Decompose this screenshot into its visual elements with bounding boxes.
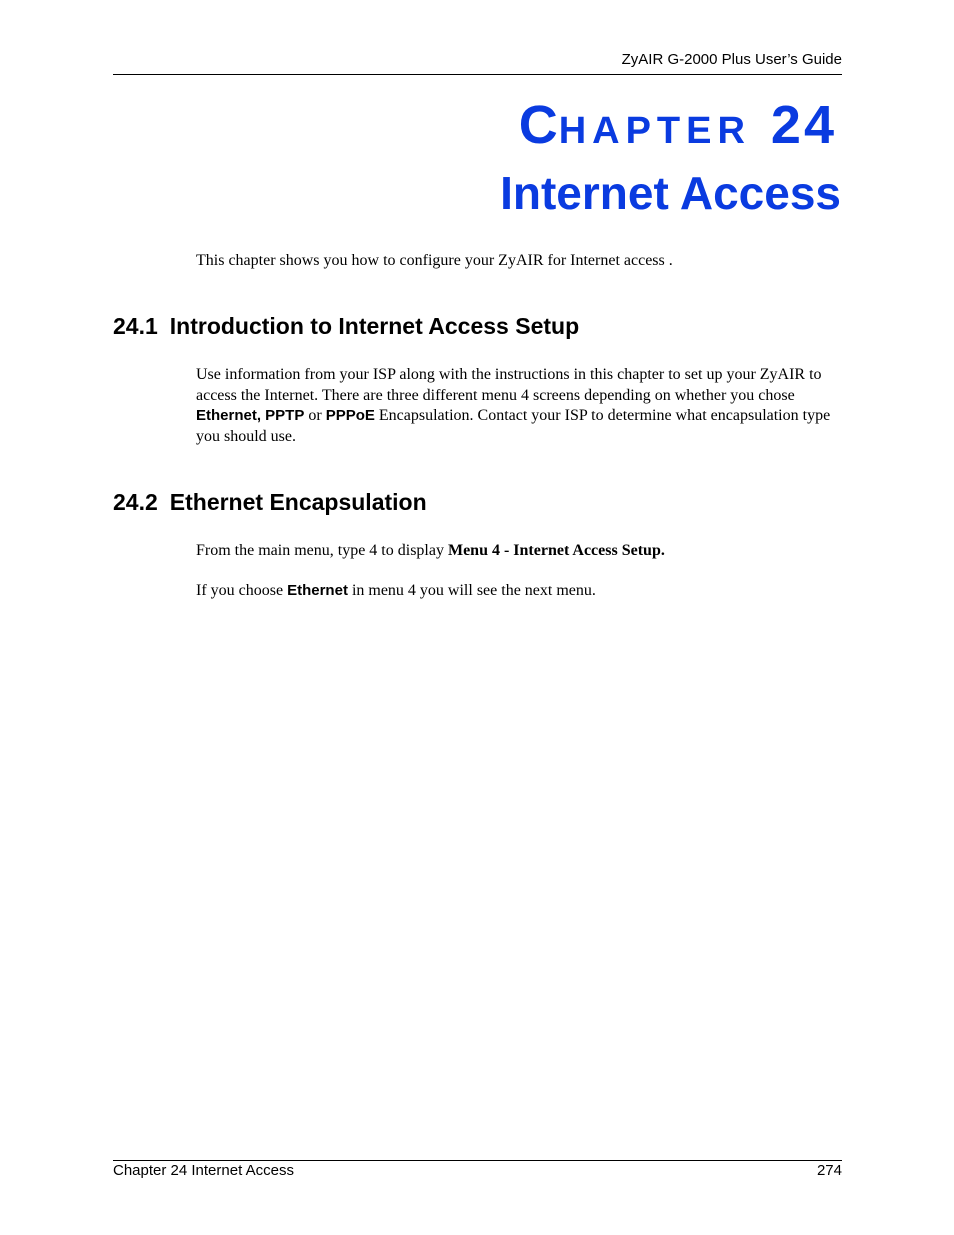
section-1-paragraph bbox=[196, 365, 846, 447]
chapter-label-initial: C bbox=[518, 95, 559, 155]
section-1-bold-1: Ethernet, PPTP bbox=[196, 407, 305, 424]
footer-chapter-ref: Chapter 24 Internet Access bbox=[113, 1162, 294, 1179]
section-1-text-1: Use information from your ISP along with the instructions in this chapter to set up your ZyAIR to access the Internet. There are three different menu 4 screens depending on whether you chose bbox=[196, 366, 822, 404]
intro-paragraph: This chapter shows you how to configure your ZyAIR for Internet access . bbox=[196, 252, 673, 269]
section-title-2: Ethernet Encapsulation bbox=[169, 489, 427, 515]
header-rule bbox=[113, 74, 842, 75]
section-2-paragraph-2 bbox=[196, 581, 846, 602]
footer-page-number: 274 bbox=[816, 1162, 842, 1179]
section-2-p1-bold: Menu 4 - Internet Access Setup. bbox=[447, 542, 665, 559]
chapter-title: Internet Access bbox=[500, 167, 841, 219]
section-2-paragraph-1 bbox=[196, 541, 846, 562]
section-heading-2 bbox=[113, 489, 427, 516]
section-1-bold-2: PPPoE bbox=[325, 407, 375, 424]
chapter-label bbox=[518, 95, 837, 155]
footer-rule bbox=[113, 1160, 842, 1161]
section-heading-1 bbox=[113, 313, 579, 340]
section-2-p2-bold: Ethernet bbox=[287, 582, 348, 599]
section-number-1: 24.1 bbox=[113, 313, 158, 339]
section-1-text-2: or bbox=[304, 407, 326, 424]
chapter-number: 24 bbox=[770, 95, 837, 155]
section-2-p2-text-2: in menu 4 you will see the next menu. bbox=[347, 582, 596, 599]
section-2-p1-text: From the main menu, type 4 to display bbox=[196, 542, 448, 559]
section-number-2: 24.2 bbox=[113, 489, 158, 515]
chapter-label-rest: HAPTER bbox=[558, 110, 751, 152]
guide-title: ZyAIR G-2000 Plus User’s Guide bbox=[621, 51, 842, 68]
section-2-p2-text-1: If you choose bbox=[196, 582, 288, 599]
section-title-1: Introduction to Internet Access Setup bbox=[169, 313, 580, 339]
section-1-text-3: Encapsulation. Contact your ISP to determine what encapsulation type you should use. bbox=[196, 407, 831, 445]
